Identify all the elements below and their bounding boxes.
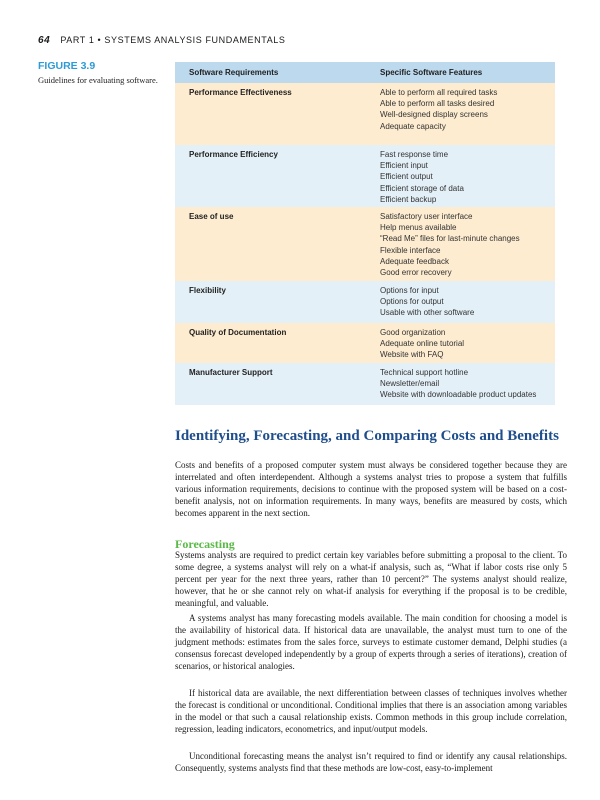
features-cell [366, 285, 555, 323]
features-cell [366, 211, 555, 281]
feature-item: Website with downloadable product updates [380, 390, 537, 400]
table-header [175, 62, 555, 83]
table-row [175, 323, 555, 363]
requirement-cell: Quality of Documentation [189, 328, 287, 337]
feature-item: Website with FAQ [380, 350, 444, 360]
body-paragraph: A systems analyst has many forecasting models available. The main condition for choosing a model is the availability of historical data. If historical data are unavailable, the analyst must turn to one of the judgment methods: estimates from the sales force, surveys to estimate customer demand, Delphi studies (a consensus forecast developed independently by a group of experts through a series of iterations), creation of scenarios, or historical analogies. [175, 613, 567, 671]
requirement-cell: Ease of use [189, 212, 234, 221]
feature-item: Usable with other software [380, 308, 475, 318]
features-cell [366, 327, 555, 363]
running-head-text: PART 1 • SYSTEMS ANALYSIS FUNDAMENTALS [60, 35, 286, 45]
figure-caption: Guidelines for evaluating software. [38, 75, 158, 85]
intro-paragraph: Costs and benefits of a proposed computer system must always be considered together because they are interrelated and often interdependent. Although a systems analyst tries to propose a system that fulfills various information requirements, decisions to continue with the proposed system will be based on a cost-benefit analysis, not on information requirements. In many ways, benefits are measured by costs, which becomes apparent in the next section. [175, 460, 567, 518]
feature-item: Technical support hotline [380, 368, 469, 377]
feature-item: Efficient input [380, 161, 428, 171]
feature-item: Efficient backup [380, 194, 437, 204]
table-row [175, 83, 555, 145]
running-head [38, 35, 286, 46]
figure-label: FIGURE 3.9 [38, 60, 96, 72]
feature-item: Newsletter/email [380, 379, 440, 389]
feature-item: Satisfactory user interface [380, 212, 473, 221]
page-number: 64 [38, 35, 51, 46]
feature-item: “Read Me” files for last-minute changes [380, 234, 520, 244]
header-requirements: Software Requirements [189, 68, 279, 77]
feature-item: Adequate feedback [380, 256, 449, 266]
feature-item: Efficient output [380, 172, 433, 182]
table-row [175, 281, 555, 323]
requirement-cell: Performance Efficiency [189, 150, 278, 159]
feature-item: Good organization [380, 328, 446, 337]
feature-item: Options for output [380, 297, 444, 307]
features-cell [366, 149, 555, 207]
table-row [175, 207, 555, 281]
feature-item: Flexible interface [380, 245, 441, 255]
feature-item: Able to perform all tasks desired [380, 99, 495, 109]
table-row [175, 145, 555, 207]
feature-item: Adequate online tutorial [380, 339, 465, 349]
feature-item: Well-designed display screens [380, 110, 488, 120]
software-guidelines-table [175, 62, 555, 405]
features-cell [366, 367, 555, 405]
body-paragraph: Unconditional forecasting means the analyst isn’t required to find or identify any causal relationships. Consequently, systems analysts find that these methods are low-cost, easy-to-implement [175, 751, 567, 773]
features-cell [366, 87, 555, 145]
feature-item: Help menus available [380, 223, 457, 233]
forecasting-heading: Forecasting [175, 537, 235, 551]
feature-item: Options for input [380, 286, 439, 295]
requirement-cell: Performance Effectiveness [189, 88, 292, 97]
body-paragraph: If historical data are available, the next differentiation between classes of techniques involves whether the forecast is conditional or unconditional. Conditional implies that there is an association among variables in the model or that such a causal relationship exists. Common methods in this group include correlation, regression, leading indicators, econometrics, and input/output models. [175, 688, 567, 734]
feature-item: Efficient storage of data [380, 183, 464, 193]
table-row [175, 363, 555, 405]
header-features: Specific Software Features [380, 68, 483, 77]
section-title: Identifying, Forecasting, and Comparing Costs and Benefits [175, 428, 559, 444]
feature-item: Adequate capacity [380, 121, 446, 131]
body-paragraph: Systems analysts are required to predict certain key variables before submitting a proposal to the client. To some degree, a systems analyst will rely on a what-if analysis, such as, “What if labor costs rise only 5 percent per year for the next three years, rather than 10 percent?” The systems analyst should realize, however, that he or she cannot rely on what-if analysis for everything if the proposal is to be credible, meaningful, and valuable. [175, 550, 567, 608]
feature-item: Fast response time [380, 150, 449, 159]
requirement-cell: Flexibility [189, 286, 226, 295]
feature-item: Good error recovery [380, 268, 452, 278]
requirement-cell: Manufacturer Support [189, 368, 273, 377]
feature-item: Able to perform all required tasks [380, 88, 498, 97]
